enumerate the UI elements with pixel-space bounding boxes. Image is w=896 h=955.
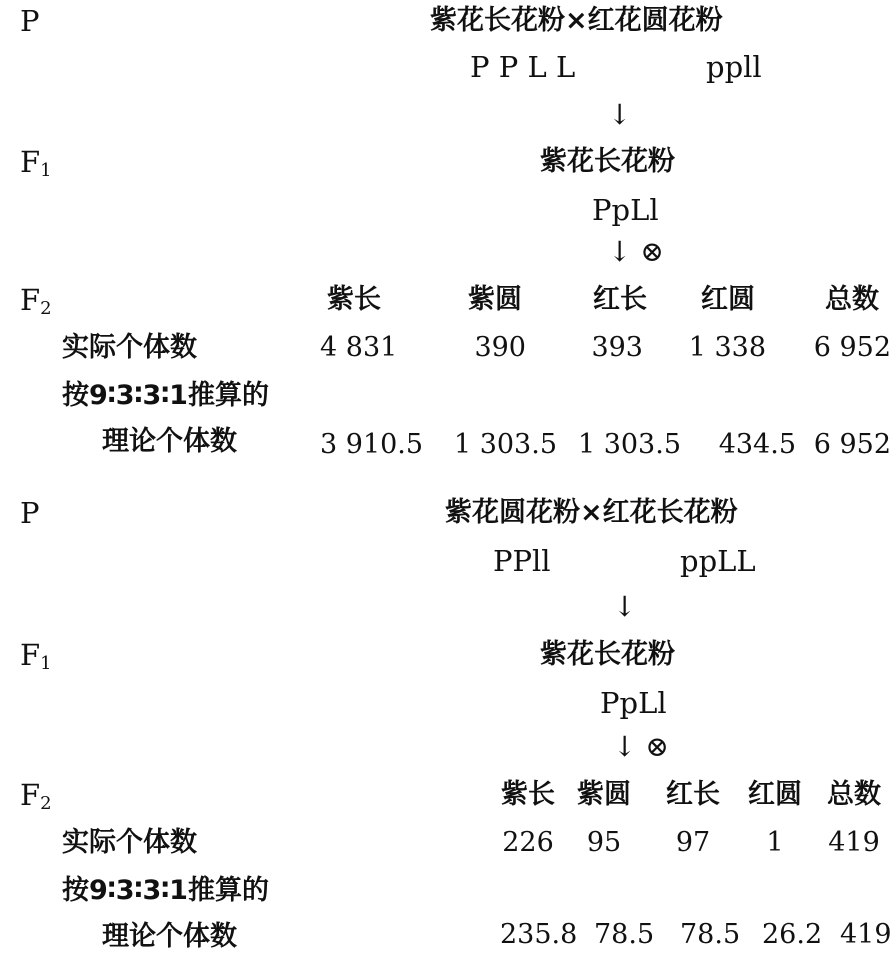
actual-value: 226 — [502, 827, 554, 858]
f1-phenotype-2: 紫花长花粉 — [540, 639, 675, 670]
theory-value: 1 303.5 — [453, 429, 557, 460]
header-purple-round: 紫圆 — [468, 284, 522, 315]
f1-genotype-2: PpLl — [600, 686, 667, 720]
f1-phenotype-1: 紫花长花粉 — [540, 146, 675, 177]
actual-count-label-2: 实际个体数 — [62, 827, 197, 858]
actual-value: 4 831 — [320, 332, 398, 363]
header-purple-long: 紫长 — [501, 779, 555, 810]
actual-value: 393 — [591, 332, 643, 363]
f1-genotype-1: PpLl — [592, 193, 659, 227]
header-total: 总数 — [825, 284, 879, 315]
theory-count-label-1: 理论个体数 — [102, 426, 237, 457]
parents-phenotype-1: 紫花长花粉×红花圆花粉 — [430, 5, 723, 36]
actual-value: 97 — [675, 827, 711, 858]
selfing-arrow-icon: ↓ ⊗ — [608, 235, 664, 268]
header-red-round: 红圆 — [748, 779, 802, 810]
p-label-1: P — [20, 4, 40, 38]
ratio-label-2: 按9∶3∶3∶1推算的 — [62, 875, 269, 906]
theory-value: 419 — [840, 919, 892, 950]
header-total: 总数 — [827, 779, 881, 810]
down-arrow-icon: ↓ — [608, 98, 632, 131]
header-purple-long: 紫长 — [327, 284, 381, 315]
header-purple-round: 紫圆 — [577, 779, 631, 810]
selfing-arrow-icon: ↓ ⊗ — [613, 730, 669, 763]
actual-value: 1 — [766, 827, 784, 858]
header-red-long: 红长 — [666, 779, 720, 810]
ratio-label-1: 按9∶3∶3∶1推算的 — [62, 380, 269, 411]
theory-value: 6 952 — [813, 429, 891, 460]
f2-label-2: $F_2$ — [20, 778, 52, 814]
actual-value: 390 — [474, 332, 526, 363]
theory-value: 78.5 — [594, 919, 655, 950]
p-label-2: P — [20, 496, 40, 530]
f2-label-1: $F_2$ — [20, 283, 52, 319]
header-red-round: 红圆 — [701, 284, 755, 315]
theory-count-label-2: 理论个体数 — [102, 921, 237, 952]
actual-count-label-1: 实际个体数 — [62, 332, 197, 363]
parent-genotype-2b: ppLL — [680, 544, 756, 578]
actual-value: 1 338 — [688, 332, 766, 363]
theory-value: 235.8 — [500, 919, 578, 950]
theory-value: 3 910.5 — [320, 429, 424, 460]
f1-label-2: $F_1$ — [20, 638, 52, 674]
theory-value: 26.2 — [762, 919, 823, 950]
actual-value: 95 — [586, 827, 622, 858]
down-arrow-icon: ↓ — [613, 590, 637, 623]
header-red-long: 红长 — [593, 284, 647, 315]
parents-phenotype-2: 紫花圆花粉×红花长花粉 — [445, 497, 738, 528]
f1-label-1: $F_1$ — [20, 145, 52, 181]
actual-value: 419 — [828, 827, 880, 858]
theory-value: 434.5 — [718, 429, 796, 460]
theory-value: 1 303.5 — [577, 429, 681, 460]
parent-genotype-1a: P P L L — [470, 50, 576, 84]
parent-genotype-1b: ppll — [706, 50, 762, 84]
actual-value: 6 952 — [813, 332, 891, 363]
theory-value: 78.5 — [680, 919, 741, 950]
parent-genotype-2a: PPll — [493, 544, 551, 578]
